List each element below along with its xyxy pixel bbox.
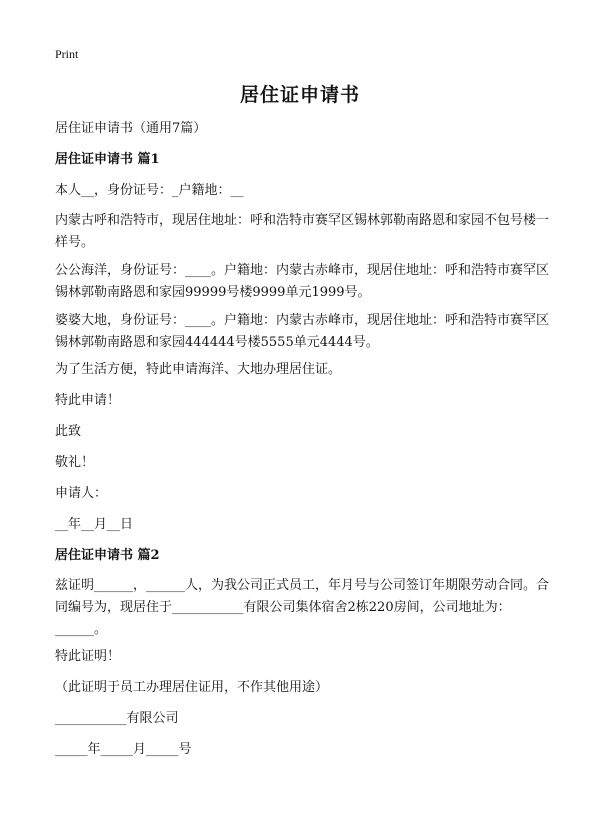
print-label[interactable]: Print xyxy=(55,47,79,61)
section2-paragraph-5: _____年_____月_____号 xyxy=(55,742,192,757)
section1-heading: 居住证申请书 篇1 xyxy=(55,152,160,167)
section1-paragraph-5: 为了生活方便，特此申请海洋、大地办理居住证。 xyxy=(55,362,342,377)
section1-paragraph-1: 本人__，身份证号：_户籍地：__ xyxy=(55,183,244,198)
section2-paragraph-3: （此证明于员工办理居住证用，不作其他用途） xyxy=(55,680,329,695)
section2-paragraph-2: 特此证明！ xyxy=(55,649,121,664)
section1-paragraph-10: __年__月__日 xyxy=(55,517,134,532)
section2-paragraph-4: ___________有限公司 xyxy=(55,711,179,726)
section2-heading: 居住证申请书 篇2 xyxy=(55,548,160,563)
section1-paragraph-6: 特此申请！ xyxy=(55,393,121,408)
document-subtitle: 居住证申请书（通用7篇） xyxy=(55,121,207,136)
section1-paragraph-3: 公公海洋，身份证号：____。户籍地：内蒙古赤峰市，现居住地址：呼和浩特市赛罕区锡林郭勒南路恩和家园99999号楼9999单元1999号。 xyxy=(55,263,550,300)
section1-paragraph-7: 此致 xyxy=(55,424,82,439)
section1-paragraph-9: 申请人： xyxy=(55,486,108,501)
section2-paragraph-1: 兹证明______，______人，为我公司正式员工，年月号与公司签订年期限劳动合同。合同编号为，现居住于___________有限公司集体宿舍2栋220房间，公司地址为：______。 xyxy=(55,578,550,637)
section1-paragraph-4: 婆婆大地，身份证号：____。户籍地：内蒙古赤峰市，现居住地址：呼和浩特市赛罕区锡林郭勒南路恩和家园444444号楼5555单元4444号。 xyxy=(55,313,550,350)
section1-paragraph-2: 内蒙古呼和浩特市，现居住地址：呼和浩特市赛罕区锡林郭勒南路恩和家园不包号楼一样号。 xyxy=(55,213,550,250)
document-title: 居住证申请书 xyxy=(239,84,360,106)
section1-paragraph-8: 敬礼！ xyxy=(55,455,95,470)
